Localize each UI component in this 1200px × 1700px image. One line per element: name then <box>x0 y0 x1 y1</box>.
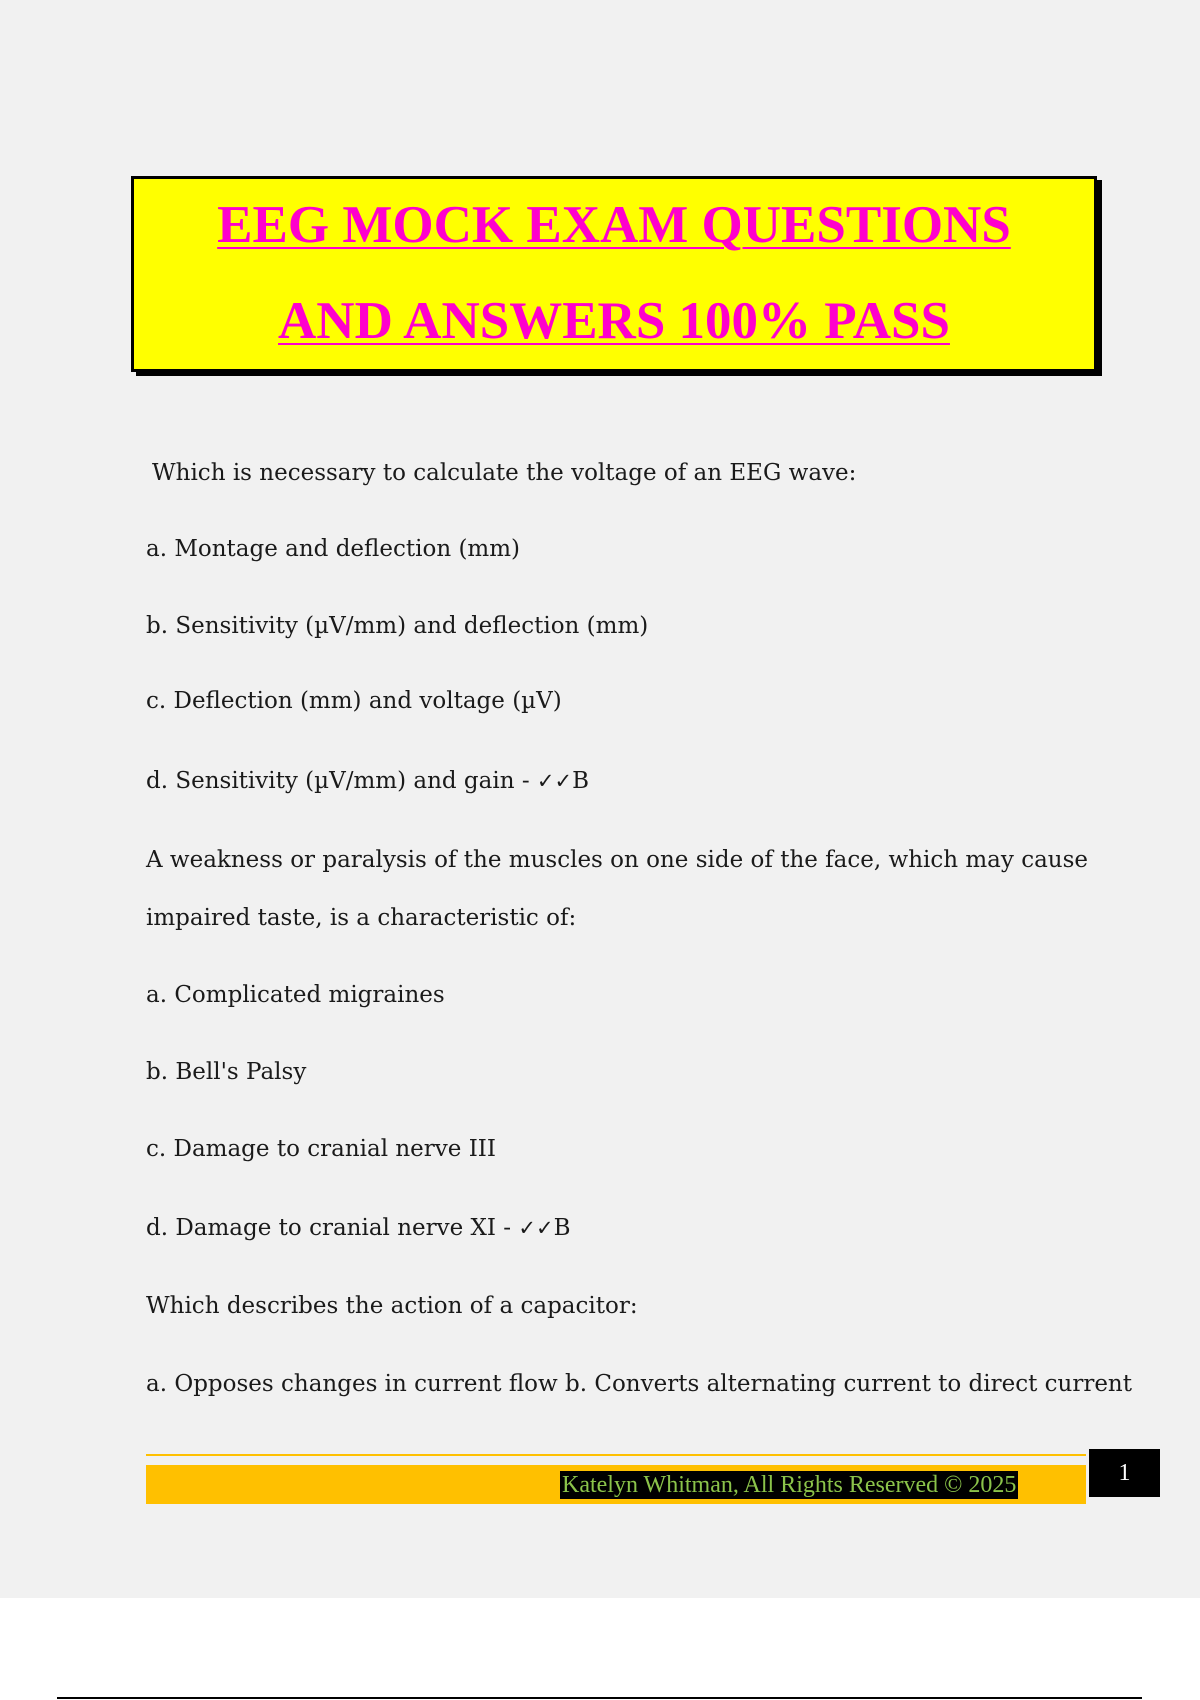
checkmark-icon: ✓✓ <box>518 1216 554 1240</box>
question-1: Which is necessary to calculate the voltage of an EEG wave: <box>152 460 857 486</box>
option-3a: a. Opposes changes in current flow b. Converts alternating current to direct current <box>146 1371 1132 1397</box>
option-1a: a. Montage and deflection (mm) <box>146 536 521 562</box>
footer-copyright: Katelyn Whitman, All Rights Reserved © 2025 <box>562 1472 1017 1498</box>
title-line-1: EEG MOCK EXAM QUESTIONS <box>217 196 1011 254</box>
answer-2: B <box>553 1215 571 1241</box>
title-banner <box>131 176 1097 372</box>
question-2-line-1: A weakness or paralysis of the muscles on one side of the face, which may cause <box>146 847 1089 873</box>
option-2a: a. Complicated migraines <box>146 982 445 1008</box>
option-1b: b. Sensitivity (µV/mm) and deflection (mm) <box>146 613 649 639</box>
option-2c: c. Damage to cranial nerve III <box>146 1136 496 1162</box>
answer-1: B <box>572 768 590 794</box>
page-divider <box>57 1697 1142 1699</box>
checkmark-icon: ✓✓ <box>536 769 573 793</box>
option-2d <box>146 1213 571 1243</box>
option-2b: b. Bell's Palsy <box>146 1059 307 1085</box>
option-1d-text: d. Sensitivity (µV/mm) and gain - <box>146 768 537 794</box>
page-number: 1 <box>1089 1449 1160 1497</box>
question-3: Which describes the action of a capacitor: <box>146 1293 638 1319</box>
question-2-line-2: impaired taste, is a characteristic of: <box>146 905 577 931</box>
option-1d <box>146 766 589 796</box>
footer-rule <box>146 1454 1086 1456</box>
option-2d-text: d. Damage to cranial nerve XI - <box>146 1215 519 1241</box>
title-line-2: AND ANSWERS 100% PASS <box>278 292 950 350</box>
option-1c: c. Deflection (mm) and voltage (µV) <box>146 688 562 714</box>
